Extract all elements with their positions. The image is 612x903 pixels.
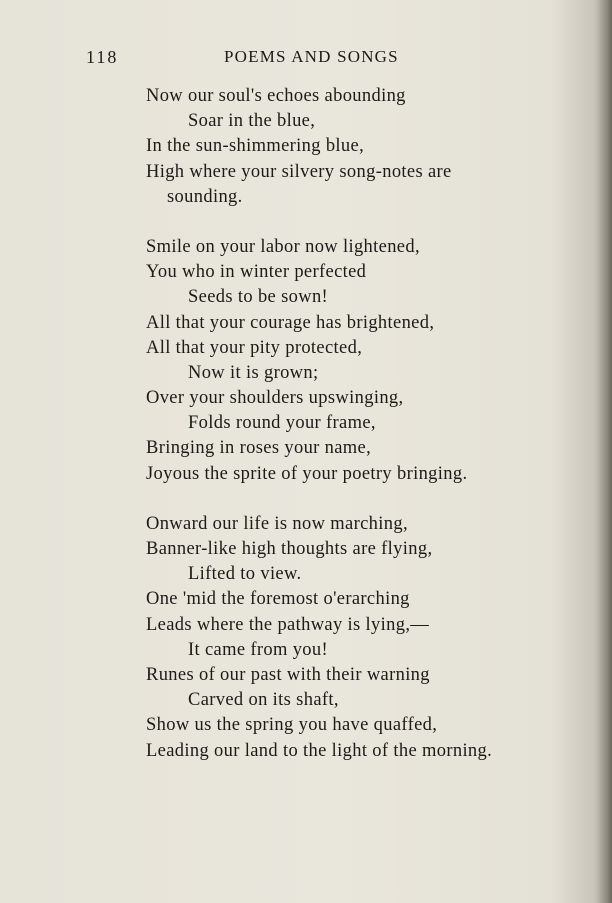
poem-line: Runes of our past with their warning <box>146 664 430 685</box>
poem <box>146 84 586 789</box>
poem-line: Seeds to be sown! <box>188 287 329 308</box>
poem-line: Leads where the pathway is lying,— <box>146 614 430 635</box>
page-edge-shadow <box>598 0 612 903</box>
poem-line: All that your courage has brightened, <box>146 312 435 333</box>
stanza-2 <box>146 235 586 487</box>
poem-line: Smile on your labor now lightened, <box>146 236 420 257</box>
poem-line: It came from you! <box>188 639 329 660</box>
poem-line: Now it is grown; <box>188 362 319 383</box>
poem-line: Lifted to view. <box>188 564 302 585</box>
poem-line: Bringing in roses your name, <box>146 438 372 459</box>
poem-line: Leading our land to the light of the morning. <box>146 740 493 761</box>
poem-line: All that your pity protected, <box>146 337 363 358</box>
poem-line: Over your shoulders upswinging, <box>146 388 404 409</box>
page-number: 118 <box>86 47 119 67</box>
poem-line: Folds round your frame, <box>188 413 376 434</box>
poem-line: High where your silvery song-notes are <box>146 161 452 182</box>
page-header <box>0 47 612 73</box>
poem-line: Soar in the blue, <box>188 111 316 132</box>
stanza-3 <box>146 512 586 764</box>
poem-line: Joyous the sprite of your poetry bringing. <box>146 463 468 484</box>
poem-line: Show us the spring you have quaffed, <box>146 715 438 736</box>
poem-line: Carved on its shaft, <box>188 690 339 711</box>
poem-line: Banner-like high thoughts are flying, <box>146 539 433 559</box>
poem-line: Now our soul's echoes abounding <box>146 86 406 106</box>
poem-line: Onward our life is now marching, <box>146 513 408 534</box>
poem-line: In the sun-shimmering blue, <box>146 136 365 157</box>
poem-line: You who in winter perfected <box>146 262 367 283</box>
stanza-1 <box>146 84 586 210</box>
poem-line: sounding. <box>167 186 243 207</box>
poem-line: One 'mid the foremost o'erarching <box>146 589 410 610</box>
running-head: POEMS AND SONGS <box>224 47 399 66</box>
